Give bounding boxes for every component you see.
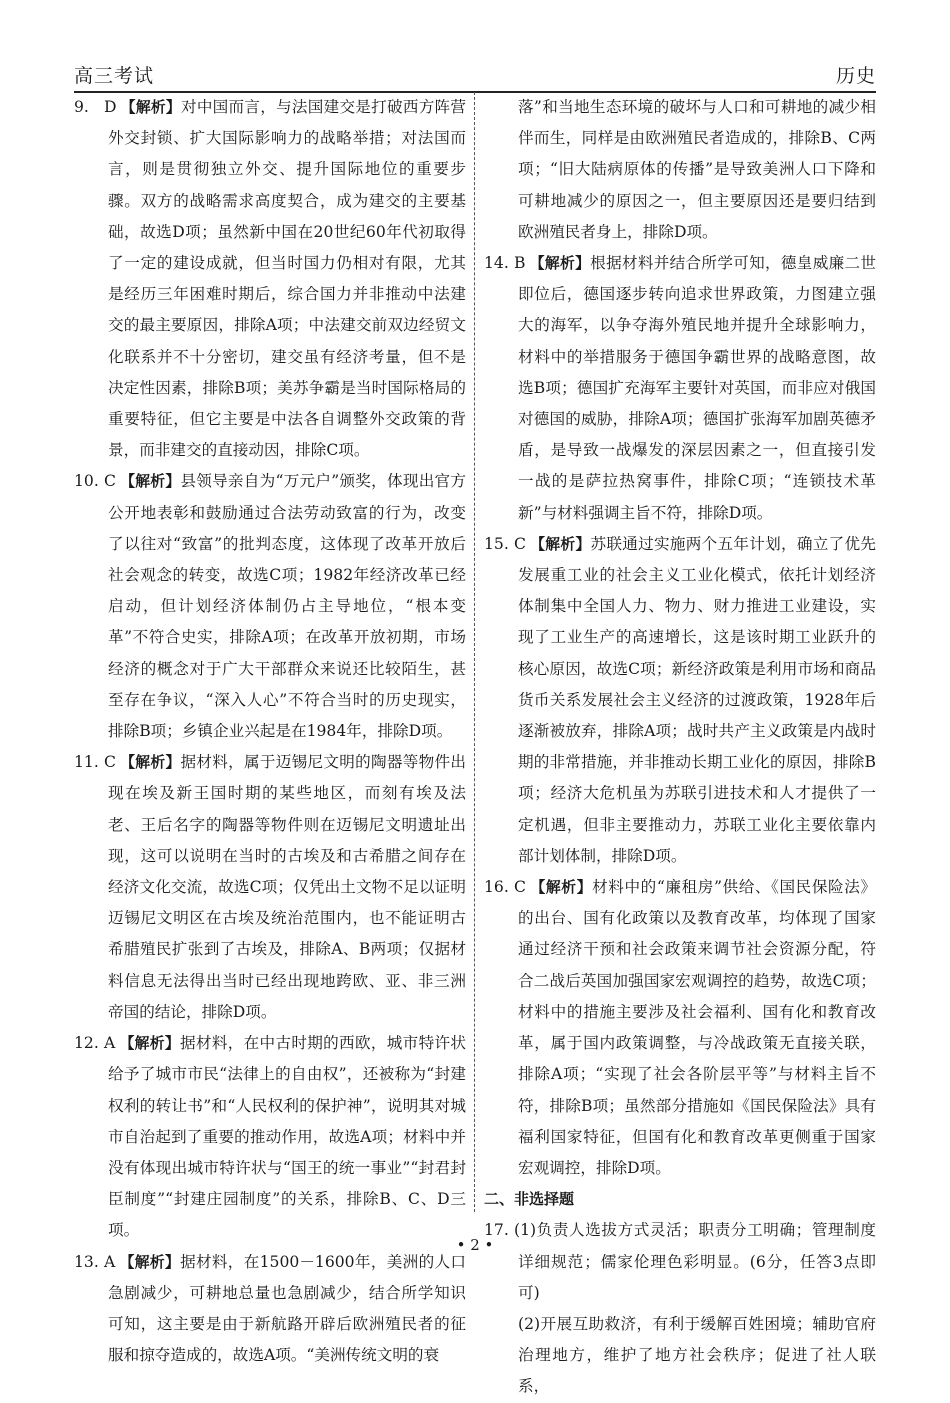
- answer-item-13-continued: 落”和当地生态环境的破坏与人口和可耕地的减少相伴而生，同样是由欧洲殖民者造成的，排除B、C两项；“旧大陆病原体的传播”是导致美洲人口下降和可耕地减少的原因之一，但主要原因还是要归结到欧洲殖民者身上，排除D项。: [518, 98, 876, 241]
- right-column: [484, 92, 876, 1396]
- page-number: • 2 •: [456, 1236, 494, 1254]
- header-exam-title: 高三考试: [74, 65, 155, 87]
- column-divider: [474, 92, 475, 1212]
- answer-item-10: 10. C 【解析】县领导亲自为“万元户”颁奖，体现出官方公开地表彰和鼓励通过合法劳动致富的行为，改变了以往对“致富”的批判态度，这体现了改革开放后社会观念的转变，故选C项；1982年经济改革已经启动，但计划经济体制仍占主导地位，“根本变革”不符合史实，排除A项；在改革开放初期，市场经济的概念对于广大干部群众来说还比较陌生，甚至存在争议，“深入人心”不符合当时的历史现实，排除B项；乡镇企业兴起是在1984年，排除D项。: [74, 472, 466, 741]
- page-header: [74, 58, 876, 93]
- left-column: [74, 92, 466, 1365]
- answer-columns: [74, 92, 876, 1396]
- answer-item-17-part1: 17. (1)负责人选拔方式灵活；职责分工明确；管理制度详细规范；儒家伦理色彩明显。(6分，任答3点即可): [484, 1221, 876, 1302]
- answer-item-17-part2: (2)开展互助救济，有利于缓解百姓困境；辅助官府治理地方，维护了地方社会秩序；促进了社人联系，: [518, 1314, 876, 1396]
- answer-item-14: 14. B 【解析】根据材料并结合所学可知，德皇威廉二世即位后，德国逐步转向追求世界政策，力图建立强大的海军，以争夺海外殖民地并提升全球影响力，材料中的举措服务于德国争霸世界的战略意图，故选B项；德国扩充海军主要针对英国，而非应对俄国对德国的威胁，排除A项；德国扩张海军加剧英德矛盾，是导致一战爆发的深层因素之一，但直接引发一战的是萨拉热窝事件，排除C项；“连锁技术革新”与材料强调主旨不符，排除D项。: [484, 254, 876, 522]
- answer-item-15: 15. C 【解析】苏联通过实施两个五年计划，确立了优先发展重工业的社会主义工业化模式，依托计划经济体制集中全国人力、物力、财力推进工业建设，实现了工业生产的高速增长，这是该时期工业跃升的核心原因，故选C项；新经济政策是利用市场和商品货币关系发展社会主义经济的过渡政策，1928年后逐渐被放弃，排除A项；战时共产主义政策是内战时期的非常措施，并非推动长期工业化的原因，排除B项；经济大危机虽为苏联引进技术和人才提供了一定机遇，但非主要推动力，苏联工业化主要依靠内部计划体制，排除D项。: [484, 534, 876, 865]
- answer-item-11: 11. C 【解析】据材料，属于迈锡尼文明的陶器等物件出现在埃及新王国时期的某些地区，而刻有埃及法老、王后名字的陶器等物件则在迈锡尼文明遗址出现，这可以说明在当时的古埃及和古希腊之间存在经济文化交流，故选C项；仅凭出土文物不足以证明迈锡尼文明区在古埃及统治范围内，也不能证明古希腊殖民扩张到了古埃及，排除A、B两项；仅据材料信息无法得出当时已经出现地跨欧、亚、非三洲帝国的结论，排除D项。: [74, 753, 466, 1021]
- answer-item-13: 13. A 【解析】据材料，在1500－1600年，美洲的人口急剧减少，可耕地总量也急剧减少，结合所学知识可知，这主要是由于新航路开辟后欧洲殖民者的征服和掠夺造成的，故选A项。“美洲传统文明的衰: [74, 1252, 466, 1365]
- answer-item-16: 16. C 【解析】材料中的“廉租房”供给、《国民保险法》的出台、国有化政策以及教育改革，均体现了国家通过经济干预和社会政策来调节社会资源分配，符合二战后英国加强国家宏观调控的趋势，故选C项；材料中的措施主要涉及社会福利、国有化和教育改革，属于国内政策调整，与冷战政策无直接关联，排除A项；“实现了社会各阶层平等”与材料主旨不符，排除B项；虽然部分措施如《国民保险法》具有福利国家特征，但国有化和教育改革更侧重于国家宏观调控，排除D项。: [484, 878, 876, 1177]
- answer-item-12: 12. A 【解析】据材料，在中古时期的西欧，城市特许状给予了城市市民“法律上的自由权”，还被称为“封建权利的转让书”和“人民权利的保护神”，说明其对城市自治起到了重要的推动作用，故选A项；材料中并没有体现出城市特许状与“国王的统一事业”“封君封臣制度”“封建庄园制度”的关系，排除B、C、D三项。: [74, 1034, 466, 1240]
- section-title-non-choice: 二、非选择题: [484, 1190, 575, 1209]
- header-subject: 历史: [835, 65, 876, 87]
- answer-item-9: 9. D 【解析】对中国而言，与法国建交是打破西方阵营外交封锁、扩大国际影响力的战略举措；对法国而言，则是贯彻独立外交、提升国际地位的重要步骤。双方的战略需求高度契合，成为建交的主要基础，故选D项；虽然新中国在20世纪60年代初取得了一定的建设成就，但当时国力仍相对有限，尤其是经历三年困难时期后，综合国力并非推动中法建交的最主要原因，排除A项；中法建交前双边经贸文化联系并不十分密切，建交虽有经济考量，但不是决定性因素，排除B项；美苏争霸是当时国际格局的重要特征，但它主要是中法各自调整外交政策的背景，而非建交的直接动因，排除C项。: [74, 98, 466, 460]
